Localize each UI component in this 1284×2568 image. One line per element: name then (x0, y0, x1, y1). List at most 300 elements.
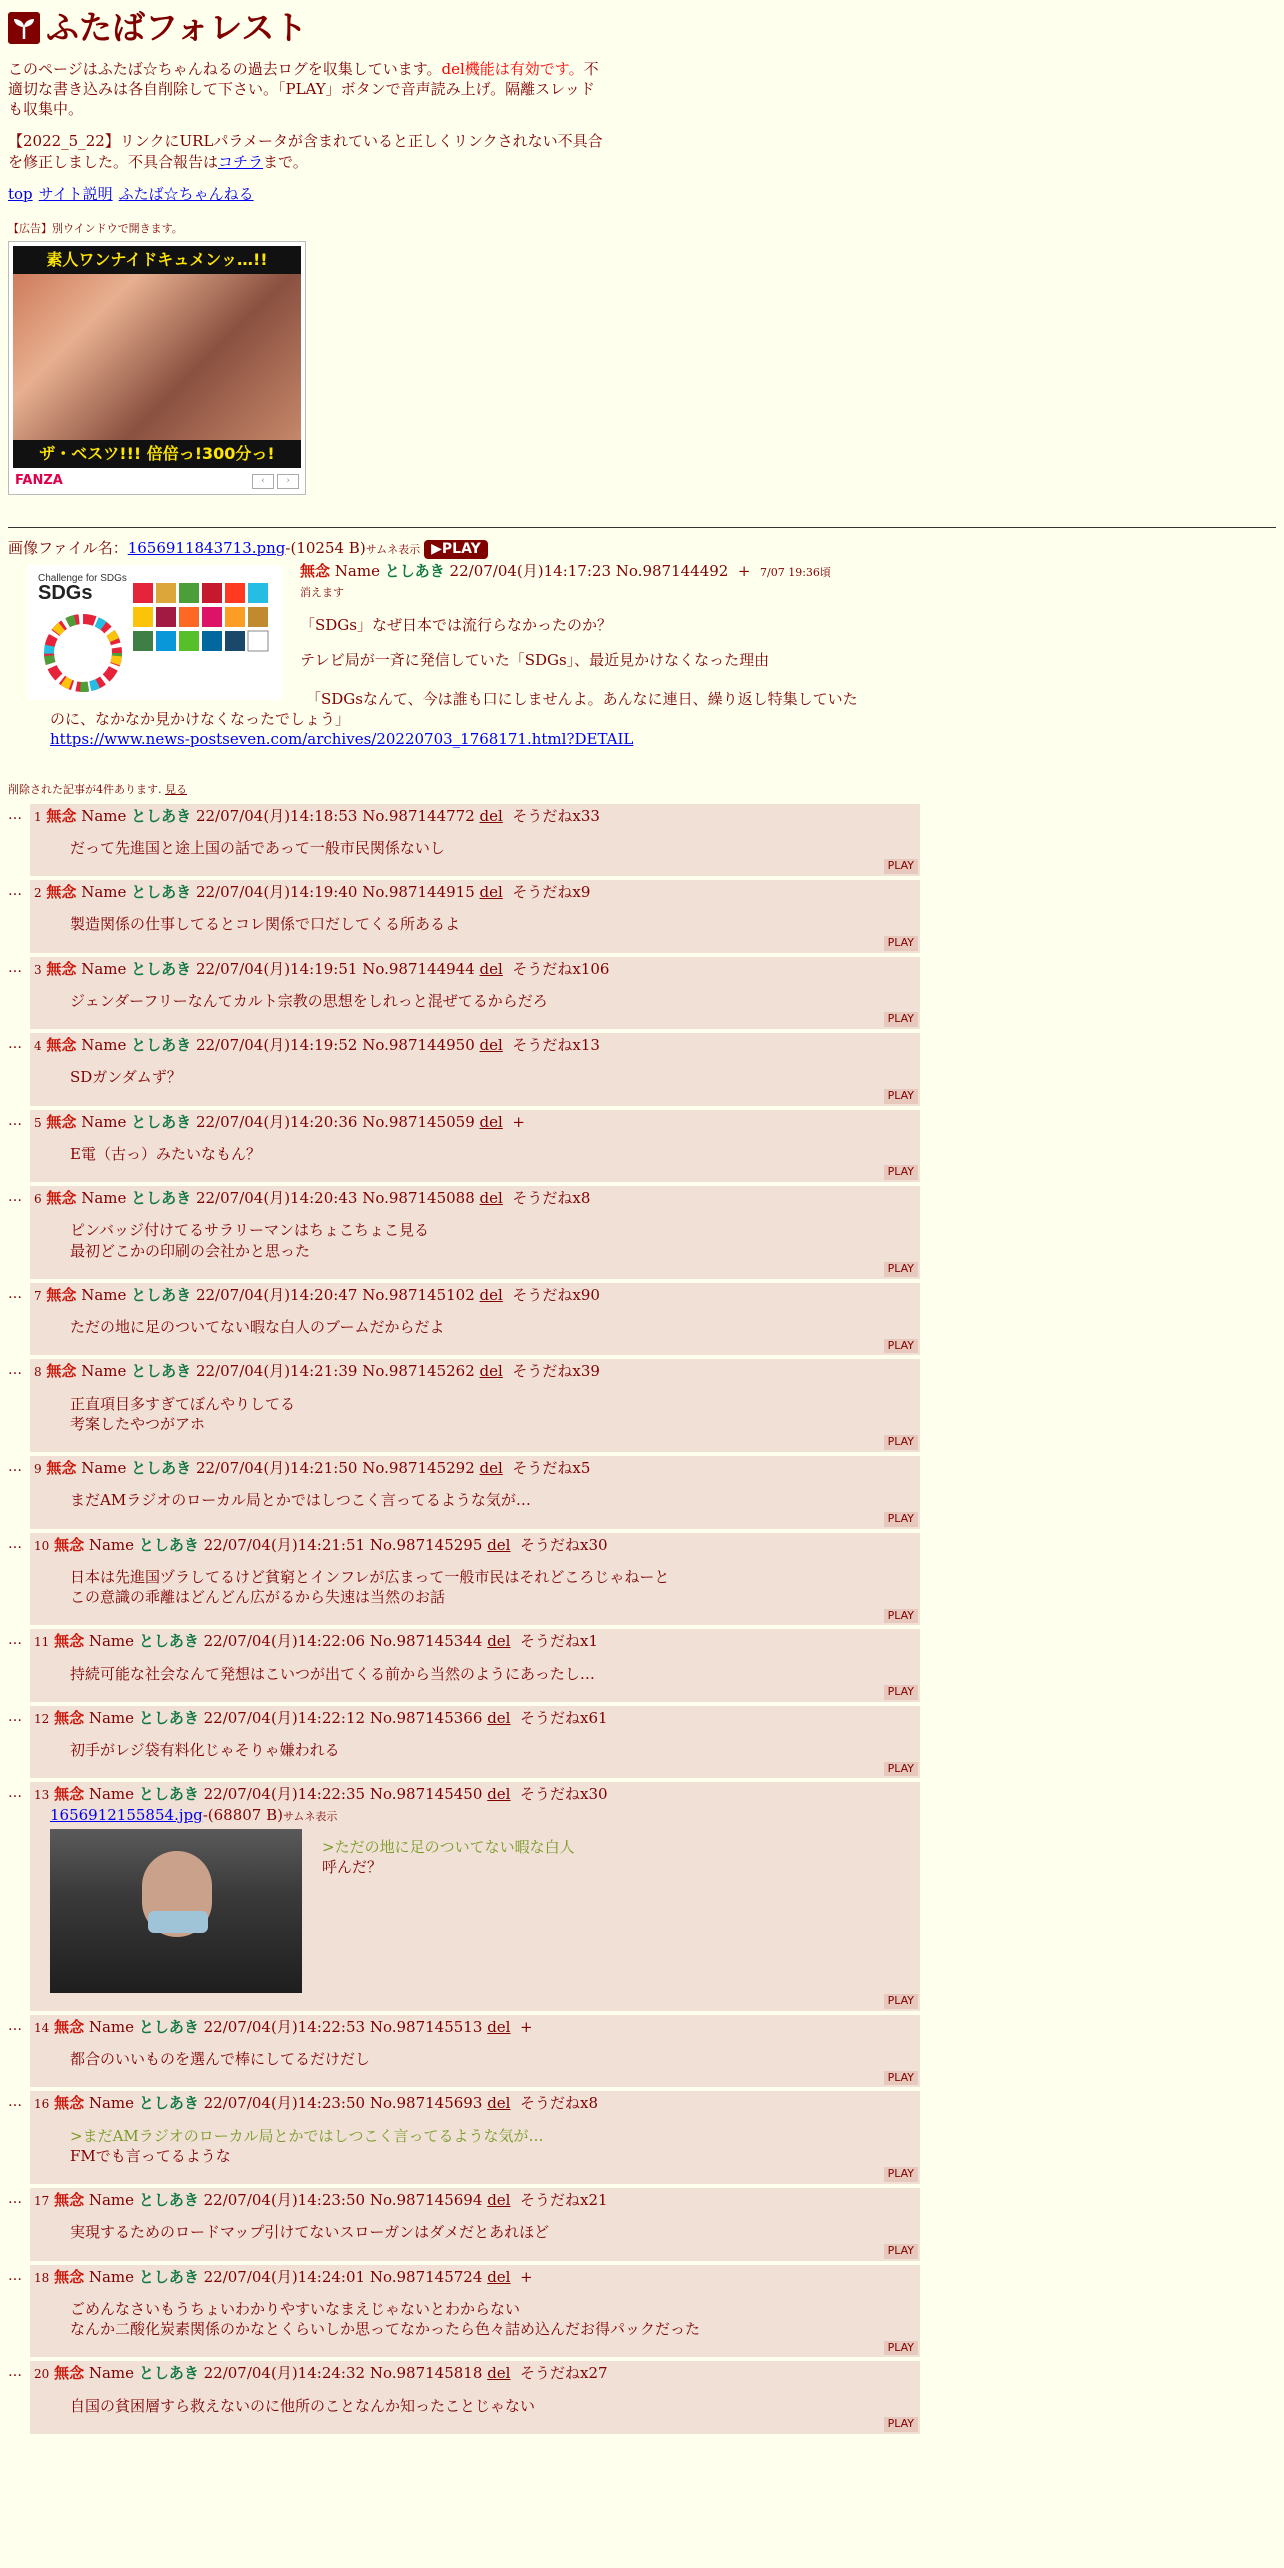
reply-del-link[interactable]: del (479, 1036, 503, 1055)
reply-number[interactable]: No.987145818 (369, 2364, 483, 2383)
reply-play-button[interactable]: PLAY (884, 2244, 918, 2259)
reply-play-button[interactable]: PLAY (884, 2071, 918, 2086)
reply-name: としあき (131, 1189, 192, 1208)
op-line-2: テレビ局が一斉に発信していた「SDGs」、最近見かけなくなった理由 (300, 650, 770, 669)
reply-subject: 無念 (46, 1036, 77, 1055)
reply-header (34, 882, 916, 902)
reply-del-link[interactable]: del (479, 1112, 503, 1131)
reply-body (322, 1837, 575, 1993)
reply-datetime: 22/07/04(月)14:21:39 (195, 1362, 358, 1381)
reply-line: 考案したやつがアホ (70, 1414, 206, 1433)
reply-name-label: Name (81, 883, 127, 902)
reply-row (8, 2265, 1276, 2358)
reply-sodane-button[interactable]: そうだねx21 (520, 2191, 608, 2210)
deleted-note-link[interactable]: 見る (165, 782, 187, 796)
reply-del-link[interactable]: del (487, 2364, 511, 2383)
reply-name-label: Name (88, 2191, 135, 2210)
reply-dots: … (8, 1459, 22, 1476)
reply-line: ジェンダーフリーなんてカルト宗教の思想をしれっと混ぜてるからだろ (70, 991, 548, 1010)
ad-nav (252, 474, 299, 489)
reply-row (8, 2361, 1276, 2434)
reply-row (8, 1629, 1276, 1702)
deleted-note-text: 削除された記事が4件あります. (8, 782, 162, 796)
reply-sodane-button[interactable]: そうだねx8 (520, 2094, 599, 2113)
reply-name-label: Name (88, 1785, 135, 1804)
reply-line: まだAMラジオのローカル局とかではしつこく言ってるような気が… (70, 1491, 531, 1510)
reply-post (30, 1533, 920, 1626)
op-source-link[interactable]: https://www.news-postseven.com/archives/20220703_1768171.html?DETAIL (50, 730, 634, 749)
reply-name: としあき (131, 1285, 192, 1304)
reply-row (8, 1033, 1276, 1106)
reply-del-link[interactable]: del (479, 959, 503, 978)
reply-number[interactable]: No.987145102 (362, 1285, 475, 1304)
reply-sodane-button[interactable]: そうだねx61 (520, 1708, 608, 1727)
reply-header (34, 2017, 916, 2037)
reply-line: 正直項目多すぎてぼんやりしてる (70, 1394, 296, 1413)
op-file-link[interactable]: 1656911843713.png (127, 538, 286, 557)
nav-futaba-link[interactable]: ふたば☆ちゃんねる (118, 184, 254, 203)
reply-number[interactable]: No.987145513 (369, 2017, 483, 2036)
reply-line: ごめんなさいもうちょいわかりやすいなまえじゃないとわからない (70, 2299, 521, 2318)
reply-line: FMでも言ってるような (70, 2146, 231, 2165)
site-title: ふたばフォレスト (46, 8, 308, 47)
reply-subject: 無念 (46, 959, 77, 978)
reply-subject: 無念 (54, 2094, 85, 2113)
op-number[interactable]: No.987144492 (615, 561, 729, 580)
reply-index: 10 (34, 1538, 50, 1553)
reply-del-link[interactable]: del (487, 2267, 511, 2286)
reply-body (70, 2396, 916, 2416)
reply-name: としあき (138, 1535, 199, 1554)
reply-name: としあき (138, 1785, 199, 1804)
reply-subject: 無念 (46, 1189, 77, 1208)
reply-del-link[interactable]: del (487, 2017, 511, 2036)
reply-index: 12 (34, 1711, 50, 1726)
play-icon: ▶ (431, 540, 442, 557)
reply-post (30, 1186, 920, 1279)
op-line-1: 「SDGs」なぜ日本では流行らなかったのか？ (300, 616, 612, 635)
reply-subject: 無念 (54, 2267, 85, 2286)
reply-body (70, 2126, 916, 2167)
reply-sodane-button[interactable]: + (512, 1112, 525, 1131)
reply-number[interactable]: No.987145724 (369, 2267, 483, 2286)
reply-subject: 無念 (54, 1785, 85, 1804)
reply-post (30, 2361, 920, 2434)
reply-dots: … (8, 806, 22, 823)
reply-del-link[interactable]: del (479, 1362, 503, 1381)
reply-datetime: 22/07/04(月)14:21:51 (203, 1535, 366, 1554)
reply-index: 13 (34, 1788, 50, 1803)
reply-file-link[interactable]: 1656912155854.jpg (50, 1805, 203, 1824)
reply-dots: … (8, 1535, 22, 1552)
reply-header (34, 1188, 916, 1208)
reply-sodane-button[interactable]: そうだねx90 (512, 1285, 600, 1304)
reply-name-label: Name (88, 2267, 135, 2286)
reply-number[interactable]: No.987145344 (369, 1632, 483, 1651)
ad-prev-icon[interactable]: ‹ (252, 474, 274, 489)
reply-line: 自国の貧困層すら救えないのに他所のことなんか知ったことじゃない (70, 2396, 536, 2415)
op-line-3: 「SDGsなんて、今は誰も口にしませんよ。あんなに連日、繰り返し特集していたのに、なかなか見かけなくなったでしょう」 (50, 689, 858, 729)
reply-datetime: 22/07/04(月)14:18:53 (195, 806, 358, 825)
reply-dots: … (8, 1112, 22, 1129)
reply-datetime: 22/07/04(月)14:24:01 (203, 2267, 366, 2286)
reply-datetime: 22/07/04(月)14:19:52 (195, 1036, 358, 1055)
reply-del-link[interactable]: del (479, 1189, 503, 1208)
reply-datetime: 22/07/04(月)14:20:36 (195, 1112, 358, 1131)
reply-subject: 無念 (46, 1112, 77, 1131)
ad-next-icon[interactable]: › (277, 474, 299, 489)
reply-line: 実現するためのロードマップ引けてないスローガンはダメだとあれほど (70, 2223, 550, 2242)
reply-play-button[interactable]: PLAY (884, 1012, 918, 1027)
site-intro (8, 59, 608, 120)
reply-name: としあき (131, 1459, 192, 1478)
reply-line: ピンバッジ付けてるサラリーマンはちょこちょこ見る (70, 1221, 429, 1240)
reply-number[interactable]: No.987145059 (362, 1112, 475, 1131)
reply-dots: … (8, 1785, 22, 1802)
reply-name: としあき (131, 806, 192, 825)
reply-body (70, 1144, 916, 1164)
reply-name-label: Name (81, 1189, 127, 1208)
reply-number[interactable]: No.987145366 (369, 1708, 483, 1727)
reply-line: 持続可能な社会なんて発想はこいつが出てくる前から当然のようにあったし… (70, 1664, 595, 1683)
reply-quote: >まだAMラジオのローカル局とかではしつこく言ってるような気が… (70, 2126, 544, 2145)
reply-body (70, 1394, 916, 1435)
reply-body (70, 1567, 916, 1608)
ad-banner[interactable] (8, 241, 306, 495)
reply-del-link[interactable]: del (487, 2191, 511, 2210)
reply-line: SDガンダムず？ (70, 1068, 182, 1087)
reply-post (30, 1782, 920, 2011)
reply-datetime: 22/07/04(月)14:21:50 (195, 1459, 358, 1478)
reply-name: としあき (131, 883, 192, 902)
reply-name-label: Name (81, 1112, 127, 1131)
reply-datetime: 22/07/04(月)14:19:51 (195, 959, 358, 978)
op-expire: 7/07 19:36頃消えます (300, 565, 831, 600)
reply-dots: … (8, 2017, 22, 2034)
reply-post (30, 2188, 920, 2261)
reply-del-link[interactable]: del (487, 1535, 511, 1554)
reply-play-button[interactable]: PLAY (884, 1512, 918, 1527)
reply-row (8, 957, 1276, 1030)
reply-line: 都合のいいものを選んで棒にしてるだけだし (70, 2050, 371, 2069)
reply-dots: … (8, 2094, 22, 2111)
reply-index: 4 (34, 1039, 42, 1054)
reply-index: 2 (34, 886, 42, 901)
reply-quote: >ただの地に足のついてない暇な白人 (322, 1837, 575, 1856)
reply-row (8, 2015, 1276, 2088)
op-thumb-toggle[interactable]: サムネ表示 (365, 542, 421, 556)
reply-datetime: 22/07/04(月)14:23:50 (203, 2094, 366, 2113)
reply-play-button[interactable]: PLAY (884, 1762, 918, 1777)
reply-play-button[interactable]: PLAY (884, 1994, 918, 2009)
reply-play-button[interactable]: PLAY (884, 859, 918, 874)
reply-body (70, 991, 916, 1011)
reply-number[interactable]: No.987144772 (362, 806, 475, 825)
reply-number[interactable]: No.987144950 (362, 1036, 475, 1055)
reply-subject: 無念 (54, 1632, 85, 1651)
reply-datetime: 22/07/04(月)14:24:32 (203, 2364, 366, 2383)
reply-sodane-button[interactable]: + (520, 2267, 533, 2286)
intro-text-1: このページはふたば☆ちゃんねるの過去ログを収集しています。 (8, 59, 442, 78)
reply-sodane-button[interactable]: そうだねx33 (512, 806, 600, 825)
reply-number[interactable]: No.987145088 (362, 1189, 475, 1208)
reply-body (70, 1067, 916, 1087)
reply-body (70, 1664, 916, 1684)
reply-line: 呼んだ？ (322, 1858, 383, 1877)
reply-name: としあき (131, 1362, 192, 1381)
reply-datetime: 22/07/04(月)14:22:06 (203, 1632, 366, 1651)
reply-name-label: Name (88, 1708, 135, 1727)
reply-name-label: Name (88, 2017, 135, 2036)
site-header (8, 6, 1276, 51)
reply-sodane-button[interactable]: そうだねx27 (520, 2364, 608, 2383)
reply-subject: 無念 (54, 2364, 85, 2383)
reply-name-label: Name (81, 1036, 127, 1055)
reply-post (30, 2091, 920, 2184)
reply-del-link[interactable]: del (487, 1708, 511, 1727)
reply-name: としあき (138, 2267, 199, 2286)
reply-post (30, 1629, 920, 1702)
reply-subject: 無念 (54, 2191, 85, 2210)
reply-dots: … (8, 1036, 22, 1053)
op-header (300, 561, 840, 670)
reply-sodane-button[interactable]: そうだねx39 (512, 1362, 600, 1381)
reply-thumb-toggle[interactable]: サムネ表示 (282, 1809, 338, 1823)
reply-del-link[interactable]: del (487, 1785, 511, 1804)
reply-header (34, 1458, 916, 1478)
reply-del-link[interactable]: del (487, 1632, 511, 1651)
reply-sodane-button[interactable]: そうだねx5 (512, 1459, 591, 1478)
reply-row (8, 1533, 1276, 1626)
ad-image[interactable] (13, 246, 301, 468)
reply-index: 14 (34, 2020, 50, 2035)
reply-name-label: Name (81, 959, 127, 978)
reply-list (8, 804, 1276, 2434)
reply-index: 16 (34, 2097, 50, 2112)
reply-subject: 無念 (54, 1708, 85, 1727)
reply-row (8, 1110, 1276, 1183)
reply-play-button[interactable]: PLAY (884, 2341, 918, 2356)
reply-header (34, 1361, 916, 1381)
reply-sodane-button[interactable]: + (520, 2017, 533, 2036)
reply-sodane-button[interactable]: そうだねx1 (520, 1632, 599, 1651)
reply-play-button[interactable]: PLAY (884, 2417, 918, 2432)
ad-label: 【広告】別ウインドウで開きます。 (8, 222, 183, 236)
reply-name: としあき (138, 1708, 199, 1727)
reply-del-link[interactable]: del (487, 2094, 511, 2113)
reply-file-size: -(68807 B) (202, 1805, 283, 1824)
notice-report-link[interactable]: コチラ (218, 152, 264, 171)
reply-thumbnail[interactable] (50, 1829, 302, 1993)
reply-number[interactable]: No.987145694 (369, 2191, 483, 2210)
reply-name-label: Name (88, 1632, 135, 1651)
reply-play-button[interactable]: PLAY (884, 1262, 918, 1277)
divider (8, 527, 1276, 528)
reply-index: 5 (34, 1115, 42, 1130)
reply-number[interactable]: No.987145693 (369, 2094, 483, 2113)
reply-body (70, 914, 916, 934)
reply-row (8, 1782, 1276, 2011)
reply-body (70, 1317, 916, 1337)
reply-name-label: Name (81, 1362, 127, 1381)
reply-row (8, 804, 1276, 877)
reply-dots: … (8, 959, 22, 976)
reply-file-line (50, 1805, 916, 1825)
reply-post (30, 957, 920, 1030)
reply-name-label: Name (81, 1285, 127, 1304)
reply-index: 7 (34, 1288, 42, 1303)
reply-header (34, 806, 916, 826)
reply-header (34, 2190, 916, 2210)
reply-play-button[interactable]: PLAY (884, 1339, 918, 1354)
reply-header (34, 1708, 916, 1728)
reply-name-label: Name (88, 2094, 135, 2113)
reply-post (30, 2015, 920, 2088)
reply-index: 6 (34, 1192, 42, 1207)
reply-dots: … (8, 1362, 22, 1379)
reply-post (30, 1110, 920, 1183)
reply-post (30, 1359, 920, 1452)
op-thumbnail[interactable] (28, 565, 282, 700)
reply-name: としあき (131, 1036, 192, 1055)
reply-del-link[interactable]: del (479, 883, 503, 902)
reply-number[interactable]: No.987145295 (369, 1535, 483, 1554)
reply-header (34, 2093, 916, 2113)
reply-line: 最初どこかの印刷の会社かと思った (70, 1241, 311, 1260)
reply-sodane-button[interactable]: そうだねx9 (512, 883, 591, 902)
reply-header (34, 959, 916, 979)
reply-datetime: 22/07/04(月)14:22:35 (203, 1785, 366, 1804)
reply-line: 製造関係の仕事してるとコレ関係で口だしてくる所あるよ (70, 915, 461, 934)
op-datetime: 22/07/04(月)14:17:23 (449, 561, 611, 580)
reply-dots: … (8, 2364, 22, 2381)
reply-body (70, 1490, 916, 1510)
reply-index: 20 (34, 2367, 50, 2382)
reply-line: この意識の乖離はどんどん広がるから失速は当然のお話 (70, 1588, 446, 1607)
reply-number[interactable]: No.987144944 (362, 959, 475, 978)
reply-del-link[interactable]: del (479, 1285, 503, 1304)
reply-name: としあき (131, 959, 192, 978)
reply-header (34, 2267, 916, 2287)
reply-line: E電（古っ）みたいなもん？ (70, 1144, 261, 1163)
svg-text:SDGs: SDGs (38, 581, 93, 604)
reply-post (30, 1706, 920, 1779)
reply-subject: 無念 (46, 806, 77, 825)
reply-play-button[interactable]: PLAY (884, 1609, 918, 1624)
reply-datetime: 22/07/04(月)14:23:50 (203, 2191, 366, 2210)
bugfix-notice (8, 131, 608, 172)
reply-dots: … (8, 1285, 22, 1302)
reply-subject: 無念 (54, 1535, 85, 1554)
reply-number[interactable]: No.987145450 (369, 1785, 483, 1804)
reply-index: 8 (34, 1365, 42, 1380)
nav-links (8, 184, 1276, 204)
reply-line: 初手がレジ袋有料化じゃそりゃ嫌われる (70, 1741, 340, 1760)
reply-dots: … (8, 1632, 22, 1649)
reply-body (70, 838, 916, 858)
op-file-size: -(10254 B) (285, 538, 366, 557)
reply-sodane-button[interactable]: そうだねx106 (512, 959, 610, 978)
reply-datetime: 22/07/04(月)14:22:12 (203, 1708, 366, 1727)
notice-prefix: 【2022_5_22】リンクにURLパラメータが含まれていると正しくリンクされない不具合を修正しました。不具合報告は (8, 132, 603, 171)
reply-play-button[interactable]: PLAY (884, 1165, 918, 1180)
nav-top-link[interactable]: top (8, 184, 33, 203)
reply-header (34, 1535, 916, 1555)
reply-play-button[interactable]: PLAY (884, 1435, 918, 1450)
deleted-note (8, 783, 1276, 798)
reply-number[interactable]: No.987145292 (362, 1459, 475, 1478)
nav-about-link[interactable]: サイト説明 (38, 184, 113, 203)
reply-row (8, 1706, 1276, 1779)
reply-name-label: Name (88, 2364, 135, 2383)
reply-index: 9 (34, 1462, 42, 1477)
reply-body (70, 2222, 916, 2242)
reply-header (34, 1631, 916, 1651)
reply-subject: 無念 (46, 1459, 77, 1478)
op-name: としあき (384, 561, 445, 580)
reply-post (30, 880, 920, 953)
reply-sodane-button[interactable]: そうだねx8 (512, 1189, 591, 1208)
reply-datetime: 22/07/04(月)14:20:43 (195, 1189, 358, 1208)
reply-post (30, 804, 920, 877)
reply-row (8, 1186, 1276, 1279)
reply-header (34, 1285, 916, 1305)
reply-sodane-button[interactable]: そうだねx30 (520, 1535, 608, 1554)
reply-sodane-button[interactable]: そうだねx30 (520, 1785, 608, 1804)
reply-dots: … (8, 1708, 22, 1725)
reply-name: としあき (138, 2094, 199, 2113)
reply-image-block (34, 1825, 916, 1993)
reply-body (70, 2299, 916, 2340)
reply-number[interactable]: No.987144915 (362, 883, 475, 902)
reply-name: としあき (138, 2191, 199, 2210)
op-file-line (8, 538, 1276, 559)
reply-name: としあき (138, 2364, 199, 2383)
reply-index: 3 (34, 962, 42, 977)
intro-del-notice: del機能は有効です。 (441, 59, 584, 78)
op-sodane-button[interactable]: + (737, 561, 751, 580)
ad-top-text: 素人ワンナイドキュメンッ…!! (13, 246, 301, 274)
reply-play-button[interactable]: PLAY (884, 936, 918, 951)
notice-suffix: まで。 (263, 152, 308, 171)
reply-play-button[interactable]: PLAY (884, 2167, 918, 2182)
reply-index: 18 (34, 2270, 50, 2285)
reply-header (34, 2363, 916, 2383)
reply-subject: 無念 (54, 2017, 85, 2036)
reply-subject: 無念 (46, 1362, 77, 1381)
reply-sodane-button[interactable]: そうだねx13 (512, 1036, 600, 1055)
reply-del-link[interactable]: del (479, 806, 503, 825)
reply-row (8, 880, 1276, 953)
op-post (8, 559, 1276, 769)
reply-subject: 無念 (46, 883, 77, 902)
reply-name-label: Name (88, 1535, 135, 1554)
reply-datetime: 22/07/04(月)14:19:40 (195, 883, 358, 902)
reply-play-button[interactable]: PLAY (884, 1685, 918, 1700)
reply-name-label: Name (81, 806, 127, 825)
reply-line: なんか二酸化炭素関係のかなとくらいしか思ってなかったら色々詰め込んだお得パックだった (70, 2320, 701, 2339)
op-play-button[interactable] (424, 540, 488, 559)
reply-line: ただの地に足のついてない暇な白人のブームだからだよ (70, 1318, 445, 1337)
op-file-label: 画像ファイル名： (8, 538, 128, 557)
reply-play-button[interactable]: PLAY (884, 1089, 918, 1104)
reply-datetime: 22/07/04(月)14:22:53 (203, 2017, 366, 2036)
reply-number[interactable]: No.987145262 (362, 1362, 475, 1381)
op-subject: 無念 (300, 561, 331, 580)
reply-del-link[interactable]: del (479, 1459, 503, 1478)
intro-text-2: 不適切な書き込みは各自削除して下さい。「PLAY」ボタンで音声読み上げ。隔離スレッドも収集中。 (8, 59, 599, 119)
reply-line: だって先進国と途上国の話であって一般市民関係ないし (70, 838, 445, 857)
